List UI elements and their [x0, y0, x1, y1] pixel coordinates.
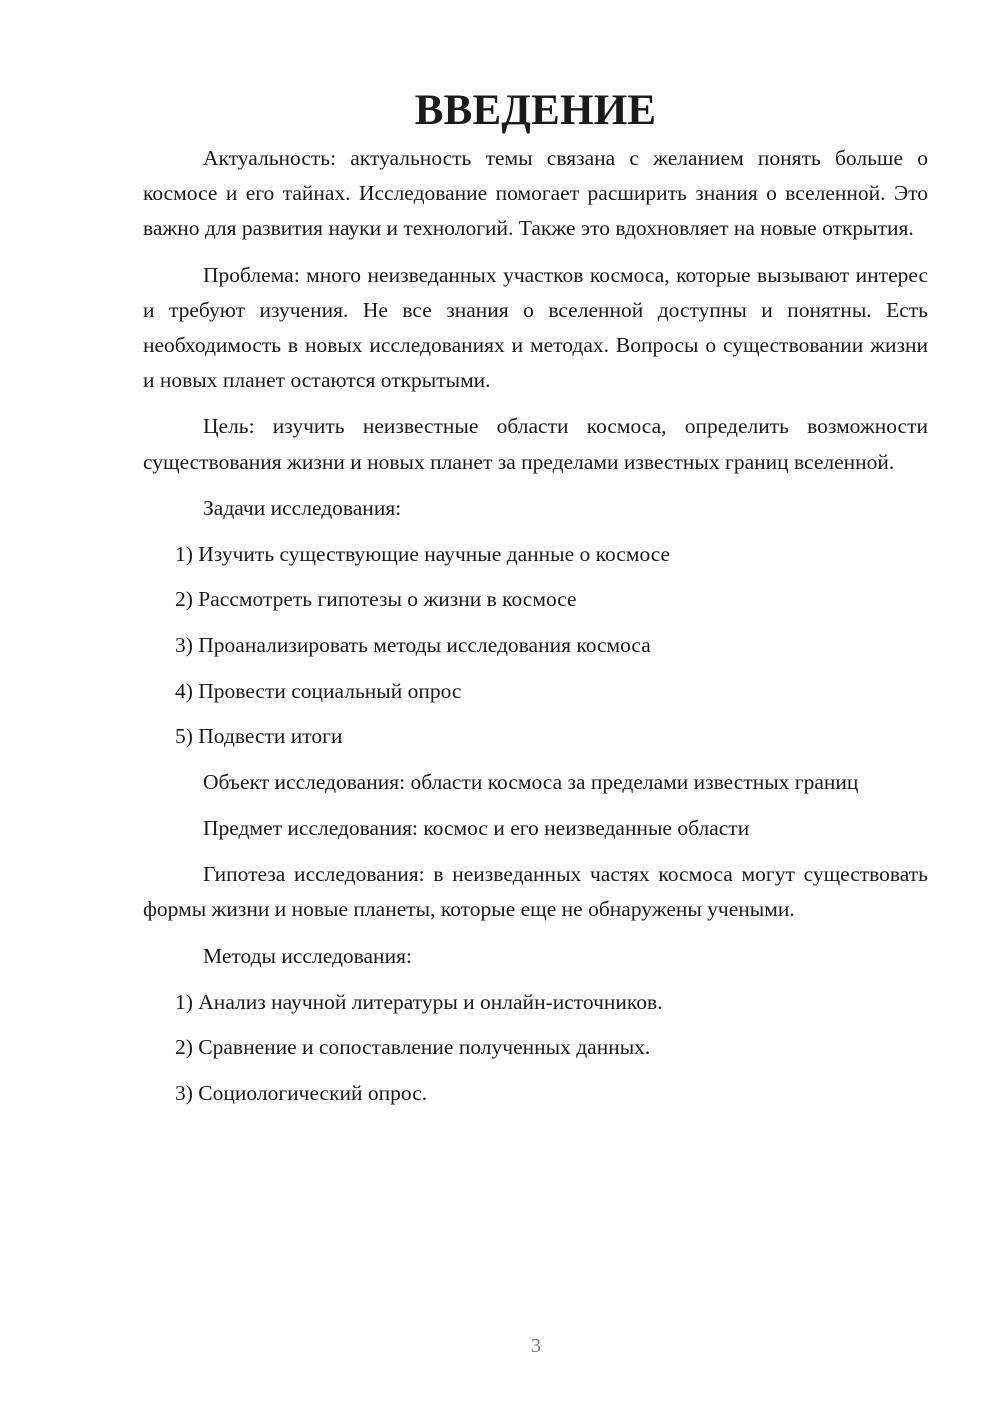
list-item: 3) Социологический опрос.: [175, 1080, 428, 1105]
list-item: 2) Рассмотреть гипотезы о жизни в космосе: [175, 587, 577, 612]
page-content: [143, 87, 928, 1121]
methods-heading: Методы исследования:: [203, 943, 412, 968]
page-number: 3: [531, 1335, 541, 1357]
section-title: ВВЕДЕНИЕ: [414, 87, 657, 134]
list-item: 5) Подвести итоги: [175, 724, 343, 749]
tasks-list: [143, 537, 928, 754]
subject-paragraph: Предмет исследования: космос и его неизведанные области: [203, 816, 750, 840]
hypothesis-paragraph: Гипотеза исследования: в неизведанных частях космоса могут существовать формы жизни и новые планеты, которые еще не обнаружены учеными.: [143, 862, 928, 922]
relevance-paragraph: Актуальность: актуальность темы связана с желанием понять больше о космосе и его тайнах. Исследование помогает расширить знания о вселенной. Это важно для развития науки и технологий. Также это вдохновляет на новые открытия.: [143, 146, 928, 241]
problem-paragraph: Проблема: много неизведанных участков космоса, которые вызывают интерес и требуют изучения. Не все знания о вселенной доступны и понятны. Есть необходимость в новых исследованиях и методах. Вопросы о существовании жизни и новых планет остаются открытыми.: [143, 262, 928, 393]
tasks-heading: Задачи исследования:: [203, 495, 402, 520]
methods-list: [143, 985, 928, 1111]
list-item: 3) Проанализировать методы исследования космоса: [175, 633, 651, 658]
list-item: 2) Сравнение и сопоставление полученных данных.: [175, 1035, 651, 1060]
object-paragraph: Объект исследования: области космоса за пределами известных границ: [203, 769, 859, 794]
list-item: 4) Провести социальный опрос: [175, 678, 462, 703]
goal-paragraph: Цель: изучить неизвестные области космоса, определить возможности существования жизни и новых планет за пределами известных границ вселенной.: [143, 414, 928, 474]
list-item: 1) Анализ научной литературы и онлайн-источников.: [175, 989, 663, 1014]
list-item: 1) Изучить существующие научные данные о космосе: [175, 541, 671, 566]
